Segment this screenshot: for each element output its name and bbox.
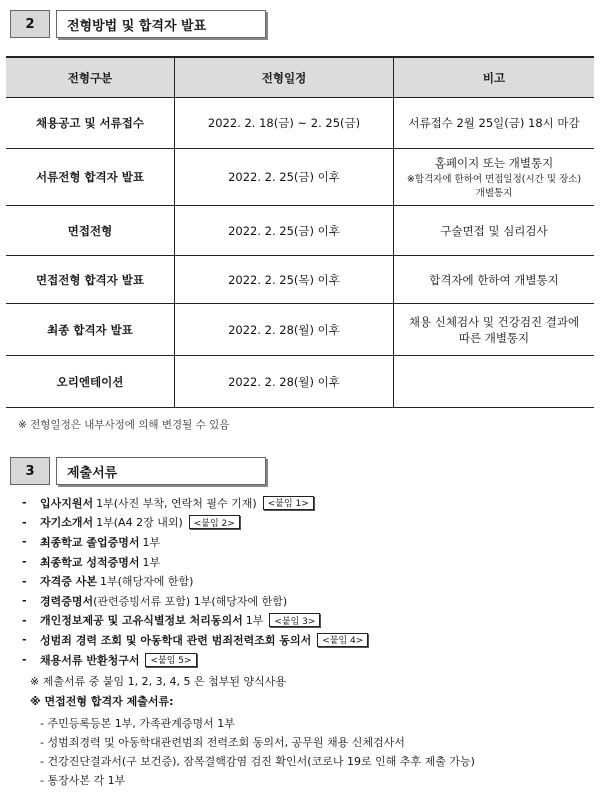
interview-docs-list <box>40 713 475 789</box>
attachment-label: <붙임 5> <box>145 653 196 667</box>
list-item <box>22 571 592 591</box>
table-row <box>6 206 594 256</box>
bullet-dash: - <box>22 594 27 608</box>
document-name: 자격증 사본 <box>40 575 97 589</box>
section-number: 3 <box>10 457 50 485</box>
table-cell-note <box>394 206 595 256</box>
list-item <box>22 532 592 552</box>
schedule-note: ※ 전형일정은 내부사정에 의해 변경될 수 있음 <box>18 419 230 431</box>
list-item: - 건강진단결과서(구 보건증), 잠복결핵감염 검진 확인서(코로나 19로 인해 추후 제출 가능) <box>40 754 475 768</box>
document-name: 채용서류 반환청구서 <box>40 653 140 667</box>
bullet-dash: - <box>22 574 27 588</box>
bullet-dash: - <box>22 633 27 647</box>
document-detail: 1부(A4 2장 내외) <box>96 516 183 530</box>
table-cell-date: 2022. 2. 25(금) 이후 <box>175 149 394 206</box>
table-cell-date: 2022. 2. 18(금) ~ 2. 25(금) <box>175 98 394 149</box>
document-detail: 1부 <box>245 614 264 628</box>
table-cell-type: 채용공고 및 서류접수 <box>6 98 175 149</box>
table-cell-type: 면접전형 합격자 발표 <box>6 256 175 304</box>
note-line: 채용 신체검사 및 건강검진 결과에 <box>408 314 580 329</box>
document-detail: 1부(해당자에 한함) <box>99 575 194 589</box>
table-cell-type: 서류전형 합격자 발표 <box>6 149 175 206</box>
section-2-header <box>10 10 266 38</box>
document-list <box>22 493 592 669</box>
list-item <box>22 493 592 513</box>
document-detail: (관련증빙서류 포함) 1부(해당자에 한함) <box>93 594 288 608</box>
note-line: 합격자에 한하여 개별통지 <box>429 272 559 287</box>
column-header: 비고 <box>394 57 595 98</box>
list-item: - 주민등록등본 1부, 가족관계증명서 1부 <box>40 716 235 730</box>
table-row <box>6 149 594 206</box>
document-name: 최종학교 졸업증명서 <box>40 535 140 549</box>
note-line: 구술면접 및 심리검사 <box>440 223 548 238</box>
bullet-dash: - <box>22 613 27 627</box>
attachment-label: <붙임 2> <box>189 515 240 529</box>
note-line: 서류접수 2월 25일(금) 18시 마감 <box>408 116 580 130</box>
note-line: 개별통지 <box>475 188 513 199</box>
section-number: 2 <box>10 10 50 38</box>
bullet-dash: - <box>22 555 27 569</box>
attachment-label: <붙임 4> <box>317 633 368 647</box>
document-name: 최종학교 성적증명서 <box>40 555 140 569</box>
note-line: 따른 개별통지 <box>458 330 530 345</box>
attachment-label: <붙임 3> <box>269 613 320 627</box>
interview-docs-title: ※ 면접전형 합격자 제출서류: <box>30 695 174 708</box>
bullet-dash: - <box>22 653 27 667</box>
document-detail: 1부 <box>142 555 161 569</box>
table-header-row <box>6 57 594 98</box>
table-row <box>6 98 594 149</box>
section-3-header <box>10 457 266 485</box>
list-item <box>22 630 592 650</box>
table-cell-note <box>394 304 595 356</box>
table-cell-date: 2022. 2. 25(금) 이후 <box>175 206 394 256</box>
document-name: 성범죄 경력 조회 및 아동학대 관련 범죄전력조회 동의서 <box>40 633 312 647</box>
table-cell-type: 최종 합격자 발표 <box>6 304 175 356</box>
note-line: ※합격자에 한하여 면접일정(시간 및 장소) <box>406 174 582 185</box>
table-cell-note <box>394 256 595 304</box>
document-name: 개인정보제공 및 고유식별정보 처리동의서 <box>40 614 243 628</box>
table-cell-date: 2022. 2. 28(월) 이후 <box>175 356 394 408</box>
list-item <box>22 650 592 670</box>
section-title: 전형방법 및 합격자 발표 <box>56 10 266 38</box>
schedule-table <box>6 56 594 408</box>
list-item: - 성범죄경력 및 아동학대관련범죄 전력조회 동의서, 공무원 채용 신체검사서 <box>40 735 405 749</box>
table-cell-note <box>394 356 595 408</box>
section-title: 제출서류 <box>56 457 266 485</box>
table-cell-type: 면접전형 <box>6 206 175 256</box>
table-cell-date: 2022. 2. 25(목) 이후 <box>175 256 394 304</box>
table-row <box>6 304 594 356</box>
document-name: 자기소개서 <box>40 516 94 530</box>
list-item <box>22 591 592 611</box>
document-detail: 1부 <box>142 535 161 549</box>
table-cell-note <box>394 149 595 206</box>
bullet-dash: - <box>22 515 27 529</box>
document-name: 입사지원서 <box>40 496 94 510</box>
list-item <box>22 552 592 572</box>
attachment-note: ※ 제출서류 중 붙임 1, 2, 3, 4, 5 은 첨부된 양식사용 <box>30 675 287 688</box>
note-line: 홈페이지 또는 개별통지 <box>434 156 554 170</box>
table-row <box>6 256 594 304</box>
list-item <box>22 611 592 631</box>
document-detail: 1부(사진 부착, 연락처 필수 기재) <box>96 496 257 510</box>
bullet-dash: - <box>22 535 27 549</box>
list-item <box>22 513 592 533</box>
table-cell-note <box>394 98 595 149</box>
table-cell-type: 오리엔테이션 <box>6 356 175 408</box>
list-item: - 통장사본 각 1부 <box>40 773 126 787</box>
table-row <box>6 356 594 408</box>
attachment-label: <붙임 1> <box>263 496 314 510</box>
table-cell-date: 2022. 2. 28(월) 이후 <box>175 304 394 356</box>
column-header: 전형구분 <box>6 57 175 98</box>
bullet-dash: - <box>22 496 27 510</box>
column-header: 전형일정 <box>175 57 394 98</box>
document-name: 경력증명서 <box>40 594 94 608</box>
